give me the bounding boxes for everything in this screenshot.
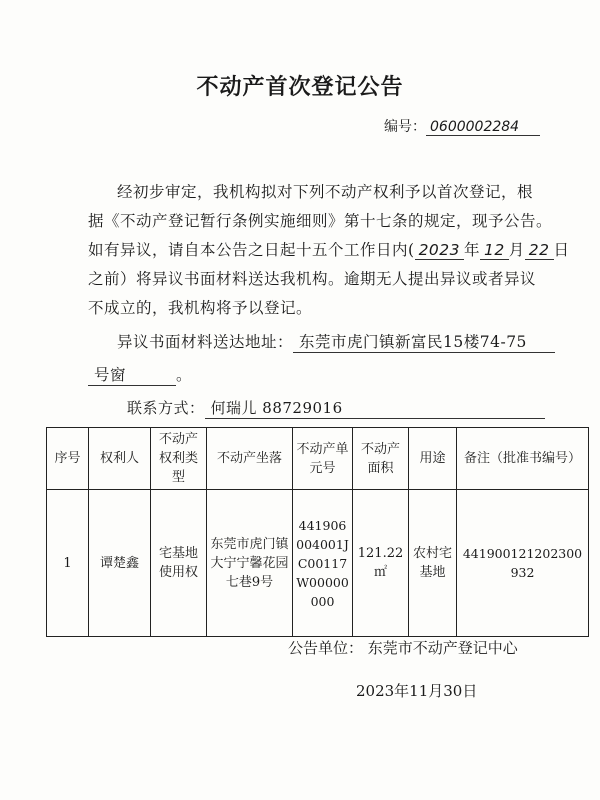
body-line-4: 之前）将异议书面材料送达我机构。逾期无人提出异议或者异议 (88, 270, 537, 288)
day-char: 日 (553, 241, 570, 259)
header-unit-no: 不动产单元号 (293, 428, 353, 490)
serial-label: 编号： (384, 119, 426, 135)
address-end: 。 (176, 366, 193, 384)
objection-deadline-year: 2023 (415, 241, 464, 260)
serial-value: 0600002284 (426, 119, 540, 136)
header-seq: 序号 (47, 428, 89, 490)
cell-remark: 441900121202300932 (457, 490, 589, 637)
table-row (47, 490, 589, 637)
year-char: 年 (464, 241, 481, 259)
cell-use: 农村宅基地 (409, 490, 457, 637)
contact-info (127, 397, 545, 419)
table-header-row (47, 428, 589, 490)
issue-date: 2023年11月30日 (356, 682, 478, 700)
cell-area: 121.22 ㎡ (353, 490, 409, 637)
serial-number (384, 116, 540, 136)
objection-address-cont (88, 363, 192, 386)
header-right-type: 不动产权利类型 (151, 428, 207, 490)
cell-right-type: 宅基地使用权 (151, 490, 207, 637)
header-location: 不动产坐落 (207, 428, 293, 490)
body-line-2: 据《不动产登记暂行条例实施细则》第十七条的规定，现予公告。 (88, 212, 553, 230)
address-value-2: 号窗 (88, 363, 176, 386)
header-remark: 备注（批准书编号） (457, 428, 589, 490)
body-line-3-text: 如有异议，请自本公告之日起十五个工作日内( (88, 241, 415, 259)
issuer: 公告单位： 东莞市不动产登记中心 (288, 639, 518, 657)
registration-table (46, 427, 589, 637)
notice-title: 不动产首次登记公告 (196, 75, 404, 100)
body-line-5: 不成立的，我机构将予以登记。 (88, 299, 313, 317)
objection-deadline-day: 22 (525, 241, 554, 260)
objection-address (117, 330, 555, 353)
contact-label: 联系方式： (127, 399, 205, 417)
cell-location: 东莞市虎门镇大宁宁馨花园七巷9号 (207, 490, 293, 637)
body-line-1: 经初步审定，我机构拟对下列不动产权利予以首次登记，根 (117, 183, 534, 201)
header-holder: 权利人 (89, 428, 151, 490)
header-use: 用途 (409, 428, 457, 490)
header-area: 不动产面积 (353, 428, 409, 490)
month-char: 月 (508, 241, 525, 259)
objection-deadline-month: 12 (480, 241, 509, 260)
contact-value: 何瑞儿 88729016 (205, 397, 545, 419)
cell-unit-no: 441906004001JC00117W00000000 (293, 490, 353, 637)
body-line-3 (88, 238, 570, 260)
cell-holder: 谭楚鑫 (89, 490, 151, 637)
address-value: 东莞市虎门镇新富民15楼74-75 (293, 330, 555, 353)
cell-seq: 1 (47, 490, 89, 637)
address-label: 异议书面材料送达地址： (117, 333, 294, 351)
